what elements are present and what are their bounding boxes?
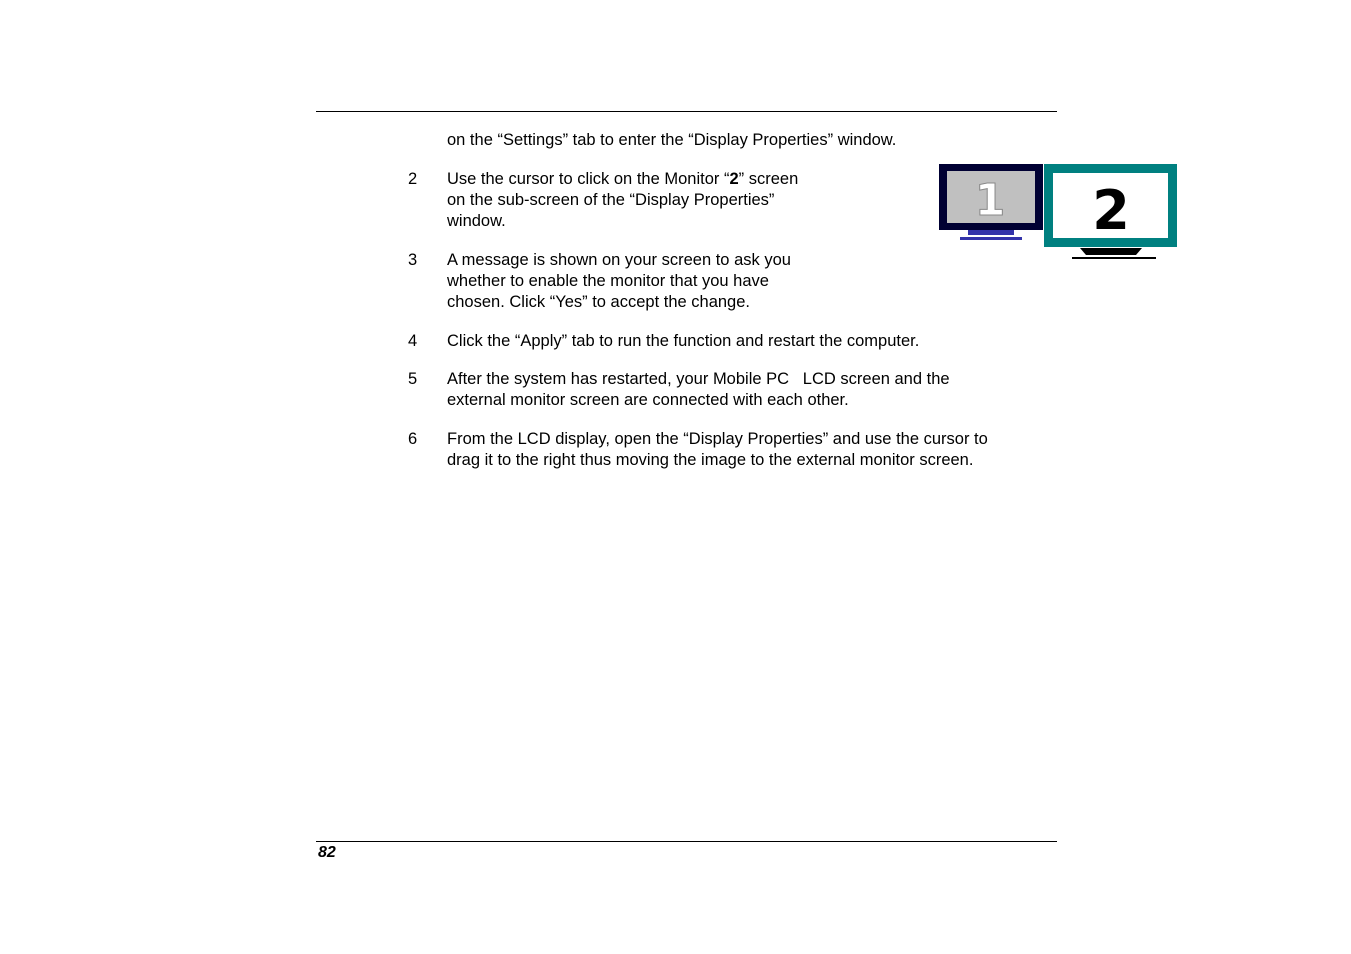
monitor-1-label: 1 bbox=[974, 175, 1006, 226]
monitor-2-base bbox=[1072, 257, 1156, 259]
step-number: 6 bbox=[408, 430, 418, 448]
step-number: 3 bbox=[408, 251, 418, 269]
monitor-2-label: 2 bbox=[1092, 179, 1130, 242]
intro-text: on the “Settings” tab to enter the “Display Properties” window. bbox=[447, 131, 897, 149]
monitor-2-stand bbox=[1080, 248, 1142, 255]
step-5-text: After the system has restarted, your Mobile PC LCD screen and the external monitor screen are connected with each other. bbox=[447, 370, 950, 409]
monitor-1-stand bbox=[968, 230, 1014, 235]
step-4-text: Click the “Apply” tab to run the function and restart the computer. bbox=[447, 332, 920, 350]
step-6-text: From the LCD display, open the “Display Properties” and use the cursor to drag it to the right thus moving the image to the external monitor screen. bbox=[447, 430, 988, 469]
page-number: 82 bbox=[318, 844, 336, 861]
step-number: 5 bbox=[408, 370, 418, 388]
step-number: 4 bbox=[408, 332, 418, 350]
footer-rule bbox=[316, 841, 1057, 842]
monitor-1-base bbox=[960, 237, 1022, 240]
step-2-text: Use the cursor to click on the Monitor “2” screen on the sub-screen of the “Display Properties” window. bbox=[447, 170, 799, 230]
step-3-text: A message is shown on your screen to ask you whether to enable the monitor that you have chosen. Click “Yes” to accept the change. bbox=[447, 251, 791, 311]
step-number: 2 bbox=[408, 170, 418, 188]
dual-monitor-illustration bbox=[938, 163, 1178, 263]
header-rule bbox=[316, 111, 1057, 112]
